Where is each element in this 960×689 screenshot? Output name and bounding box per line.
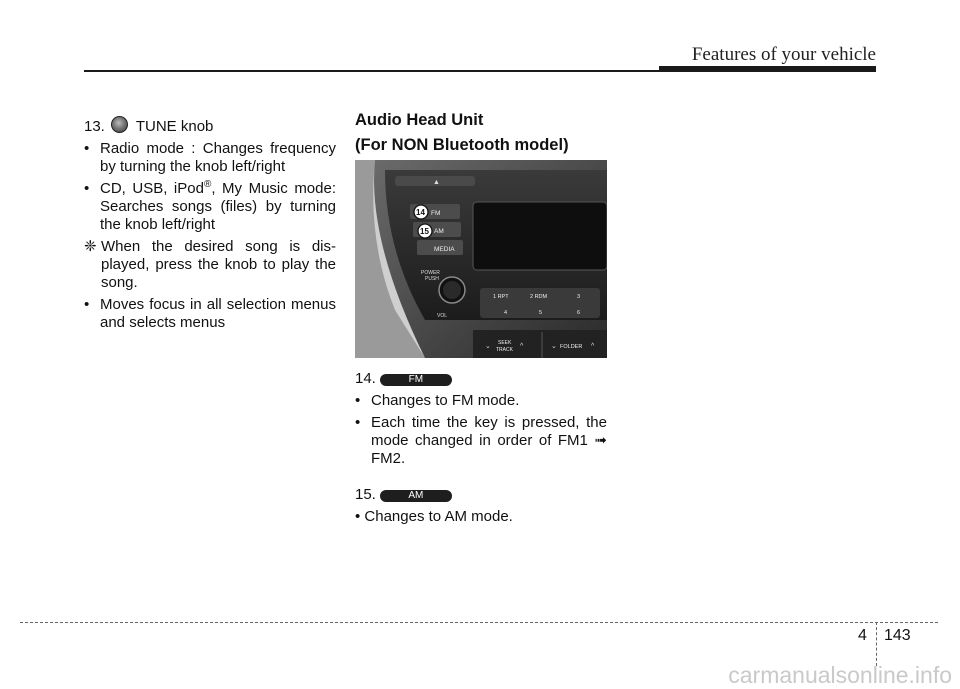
preset-5-label: 5 [539,310,543,316]
bullet-fm-mode [355,392,607,410]
callout-14: 14 [416,208,425,217]
svg-text:^: ^ [520,343,524,350]
header-rule-thick [659,66,876,72]
push-label: PUSH [425,276,439,282]
header-rule [84,70,659,72]
right-column [355,110,607,526]
audio-head-unit-photo [355,160,607,358]
section-title-line1: Audio Head Unit [355,111,484,129]
bullet-fm-order [355,414,607,468]
media-button-label: MEDIA [434,246,455,253]
bullet-text: Each time the key is pressed, the mode changed in order of FM1 ➟ FM2. [371,414,607,467]
seek-label: SEEK [498,340,512,346]
item-13-heading [84,116,336,136]
bullet-am-mode: • Changes to AM mode. [355,508,513,525]
bullet-dot: • [355,414,361,431]
fm-key-badge: FM [380,374,452,386]
item-14-heading [355,370,607,388]
page-number: 143 [884,627,911,644]
track-label: TRACK [496,347,513,353]
watermark-text: carmanualsonline.info [728,662,952,688]
note-press-knob [84,238,336,292]
note-mark-icon: ❈ [84,238,97,255]
section-title-line2: (For NON Bluetooth model) [355,136,569,154]
item-13-label: TUNE knob [135,118,214,135]
footer-rule [20,622,938,623]
bullet-dot: • [84,296,90,313]
svg-text:^: ^ [591,343,595,350]
bullet-dot: • [84,180,90,197]
bullet-radio-mode [84,140,336,176]
item-13-number: 13. [84,118,105,135]
am-button-label: AM [434,228,444,235]
callout-15: 15 [420,227,429,236]
item-15-heading [355,486,607,504]
head-unit-illustration [355,160,607,358]
bullet-text: CD, USB, iPod [100,180,204,197]
svg-text:⌄: ⌄ [485,343,491,350]
bullet-text: Moves focus in all selection menus and selects menus [100,296,336,331]
tune-knob-icon [111,116,128,133]
chapter-number: 4 [858,627,867,644]
left-column [84,116,336,336]
svg-text:▲: ▲ [433,179,440,186]
am-key-badge: AM [380,490,452,502]
registered-mark: ® [203,179,212,190]
bullet-dot: • [355,392,361,409]
bullet-text: Changes to FM mode. [371,392,520,409]
footer-divider [876,622,877,666]
preset-1-label: 1 RPT [493,294,509,300]
fm-button-label: FM [431,210,441,217]
preset-3-label: 3 [577,294,581,300]
svg-text:⌄: ⌄ [551,343,557,350]
bullet-cd-usb-ipod [84,180,336,234]
power-label: POWER [421,270,440,276]
bullet-text-cont: , My Music mode: Searches songs (files) by turning the knob left/right [100,180,337,233]
preset-6-label: 6 [577,310,581,316]
running-header-title: Features of your vehicle [691,44,876,65]
folder-label: FOLDER [560,344,583,350]
vol-label: VOL [437,313,448,319]
note-text: When the desired song is dis-played, press the knob to play the song. [101,238,336,291]
bullet-text: Radio mode : Changes frequency by turning the knob left/right [100,140,336,175]
preset-4-label: 4 [504,310,508,316]
bullet-dot: • [84,140,90,157]
item-14-number: 14. [355,370,376,387]
preset-2-label: 2 RDM [530,294,548,300]
bullet-moves-focus [84,296,336,332]
item-15-number: 15. [355,486,376,503]
